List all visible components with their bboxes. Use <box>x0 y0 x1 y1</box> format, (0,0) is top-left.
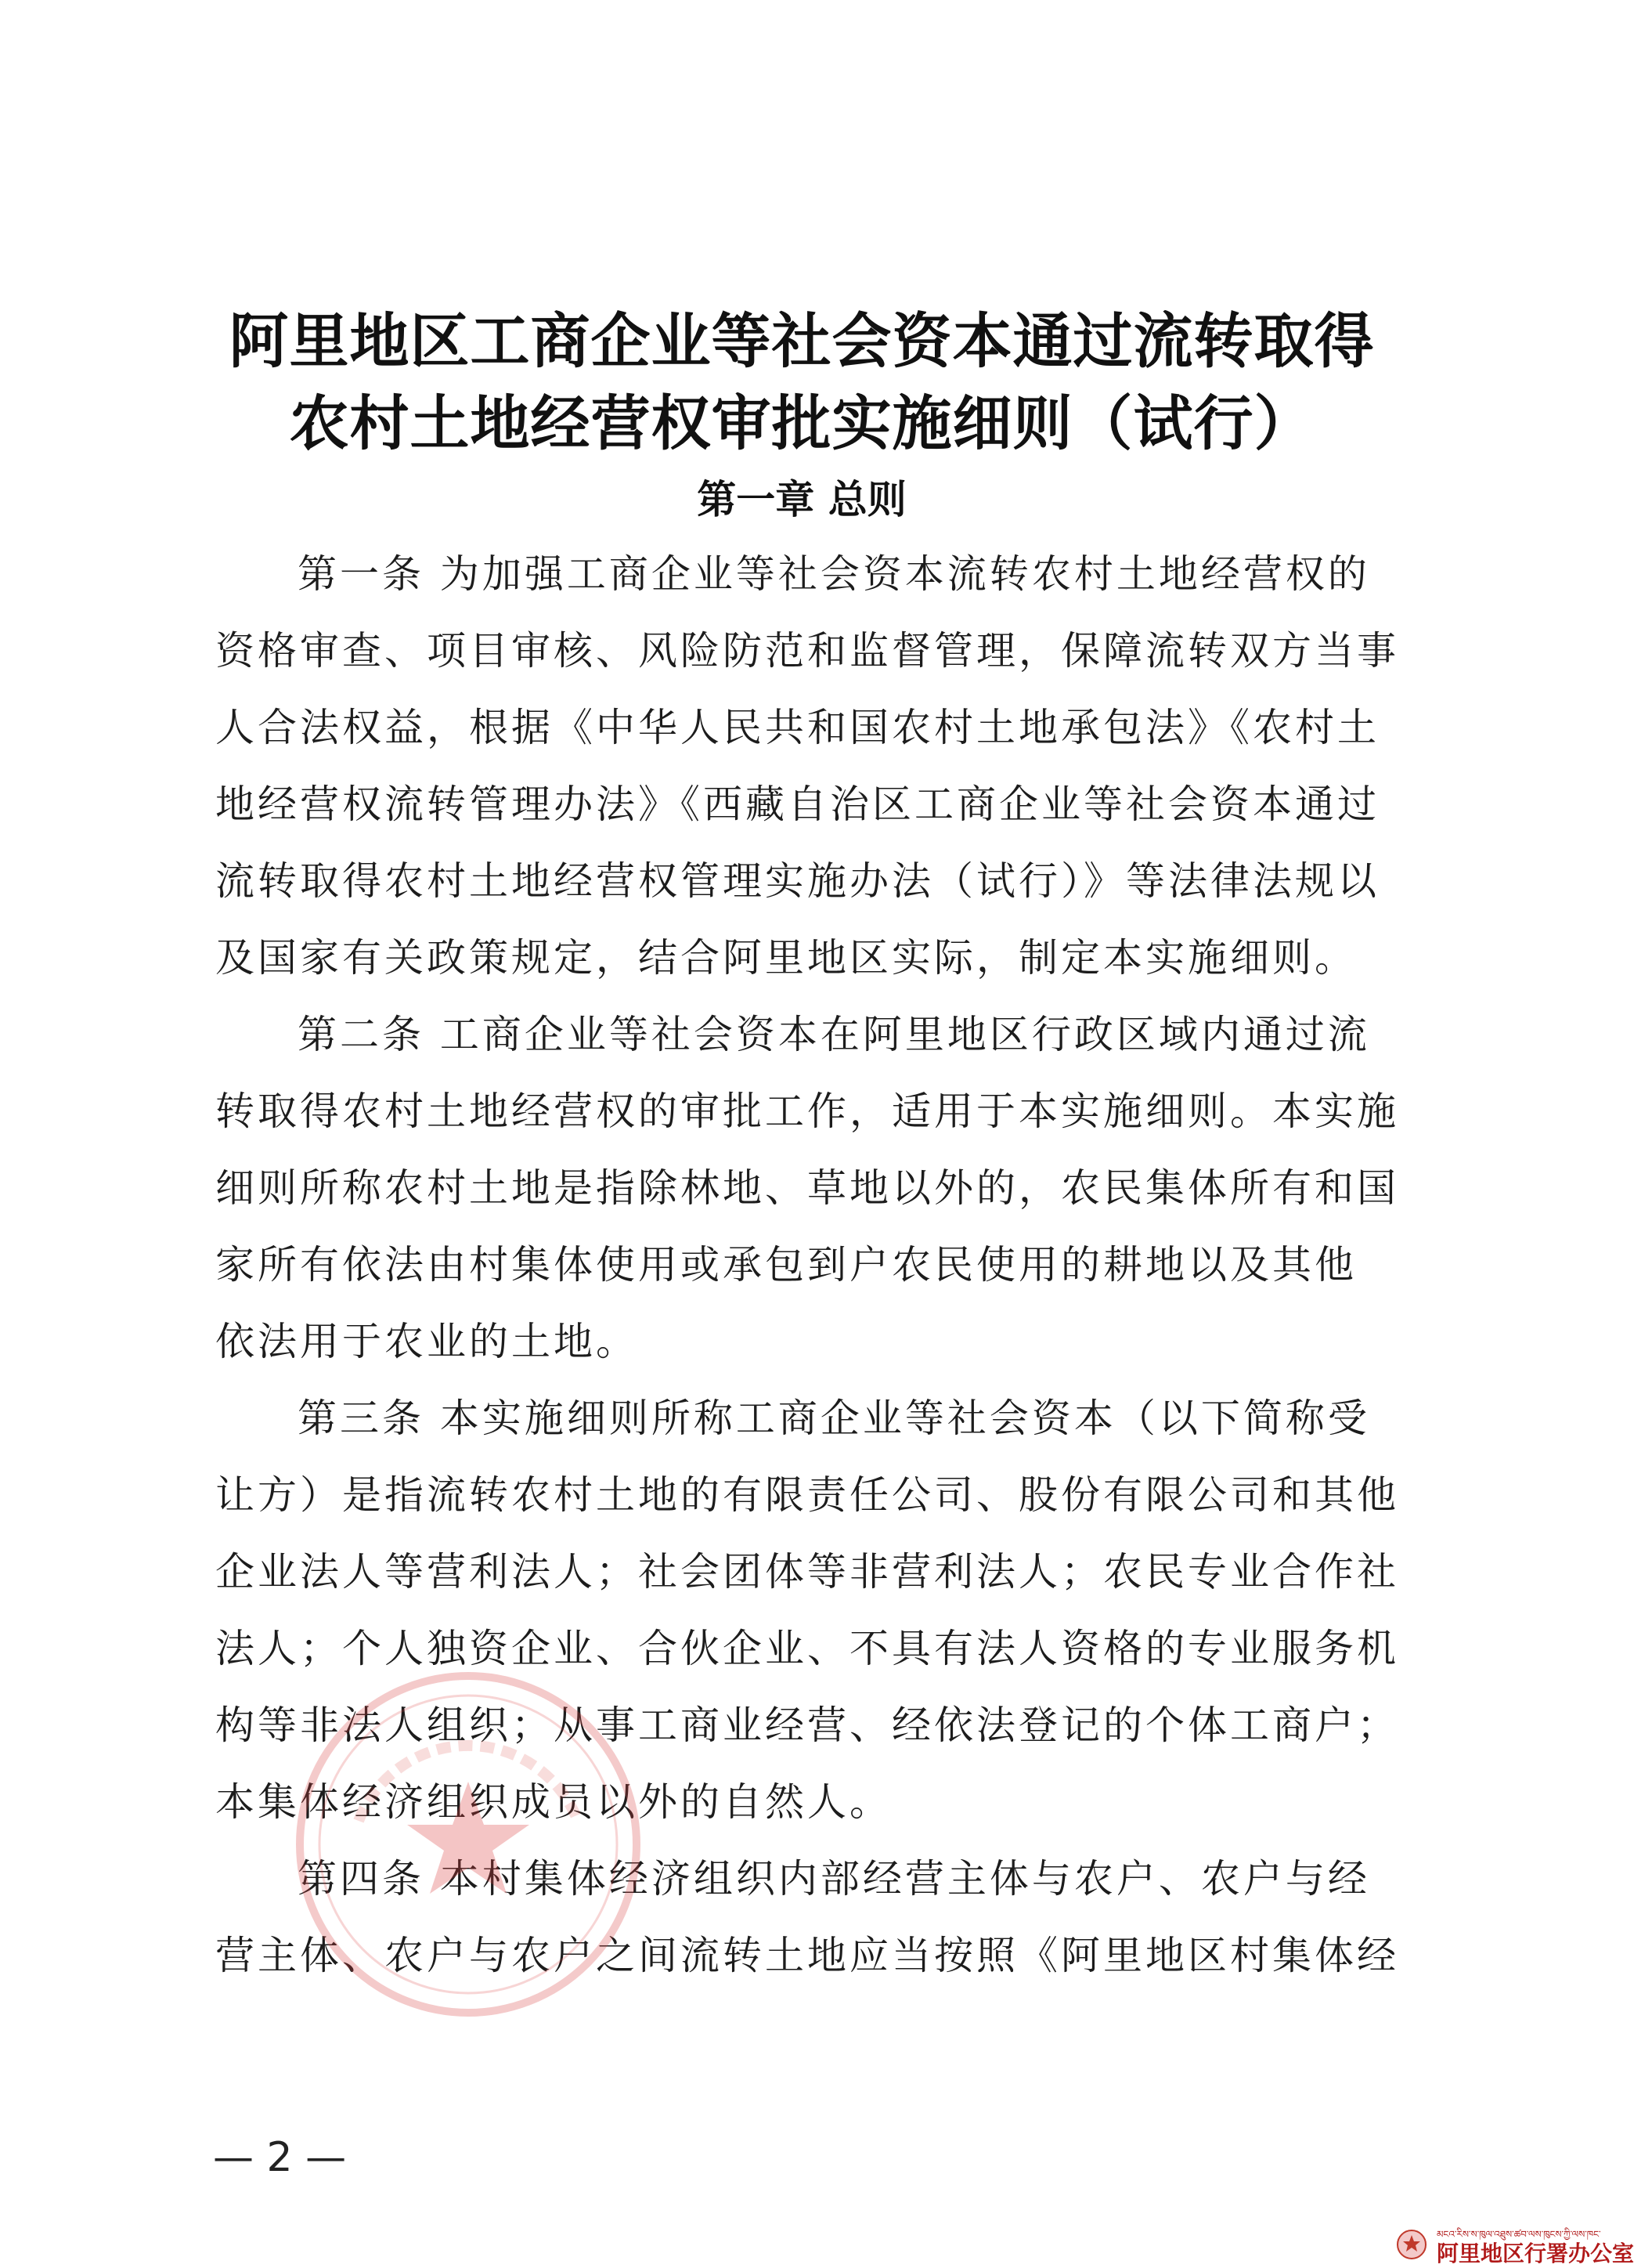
chapter-heading: 第一章 总则 <box>697 477 907 522</box>
body-line: 让方）是指流转农村土地的有限责任公司、股份有限公司和其他 <box>215 1472 1399 1518</box>
body-line: 第三条 本实施细则所称工商企业等社会资本（以下简称受 <box>298 1396 1370 1441</box>
body-line: 依法用于农业的土地。 <box>215 1319 638 1364</box>
emblem-icon <box>1396 2229 1427 2260</box>
body-line: 第四条 本村集体经济组织内部经营主体与农户、农户与经 <box>298 1856 1370 1901</box>
body-line: 及国家有关政策规定，结合阿里地区实际，制定本实施细则。 <box>215 935 1357 981</box>
body-line: 地经营权流转管理办法》《西藏自治区工商企业等社会资本通过 <box>215 782 1380 827</box>
body-line: 企业法人等营利法人；社会团体等非营利法人；农民专业合作社 <box>215 1549 1399 1594</box>
watermark-office-name: 阿里地区行署办公室 <box>1437 2241 1634 2266</box>
body-line: 构等非法人组织；从事工商业经营、经依法登记的个体工商户； <box>215 1703 1399 1748</box>
body-line: 细则所称农村土地是指除林地、草地以外的，农民集体所有和国 <box>215 1165 1399 1211</box>
watermark-tibetan-text: མངའ་རིས་ས་ཁུལ་འཐུས་ཚབ་ལས་ཁུངས་ཀྱི་ལས་ཁང་ <box>1437 2229 1601 2240</box>
body-line: 人合法权益，根据《中华人民共和国农村土地承包法》《农村土 <box>215 705 1380 750</box>
body-line: 法人；个人独资企业、合伙企业、不具有法人资格的专业服务机 <box>215 1626 1399 1671</box>
document-title-line-2: 农村土地经营权审批实施细则（试行） <box>289 388 1315 458</box>
body-line: 本集体经济组织成员以外的自然人。 <box>215 1779 892 1825</box>
body-line: 第二条 工商企业等社会资本在阿里地区行政区域内通过流 <box>298 1012 1370 1057</box>
document-title-line-1: 阿里地区工商企业等社会资本通过流转取得 <box>229 306 1375 376</box>
body-line: 家所有依法由村集体使用或承包到户农民使用的耕地以及其他 <box>215 1242 1357 1287</box>
body-line: 资格审查、项目审核、风险防范和监督管理，保障流转双方当事 <box>215 628 1399 674</box>
office-watermark <box>1390 2223 1634 2266</box>
body-line: 转取得农村土地经营权的审批工作，适用于本实施细则。本实施 <box>215 1089 1399 1134</box>
body-line: 流转取得农村土地经营权管理实施办法（试行）》等法律法规以 <box>215 858 1380 904</box>
body-line: 第一条 为加强工商企业等社会资本流转农村土地经营权的 <box>298 551 1370 597</box>
body-line: 营主体、农户与农户之间流转土地应当按照《阿里地区村集体经 <box>215 1933 1399 1978</box>
page-number: — 2 — <box>213 2134 347 2181</box>
official-seal-stamp <box>288 1664 648 2024</box>
